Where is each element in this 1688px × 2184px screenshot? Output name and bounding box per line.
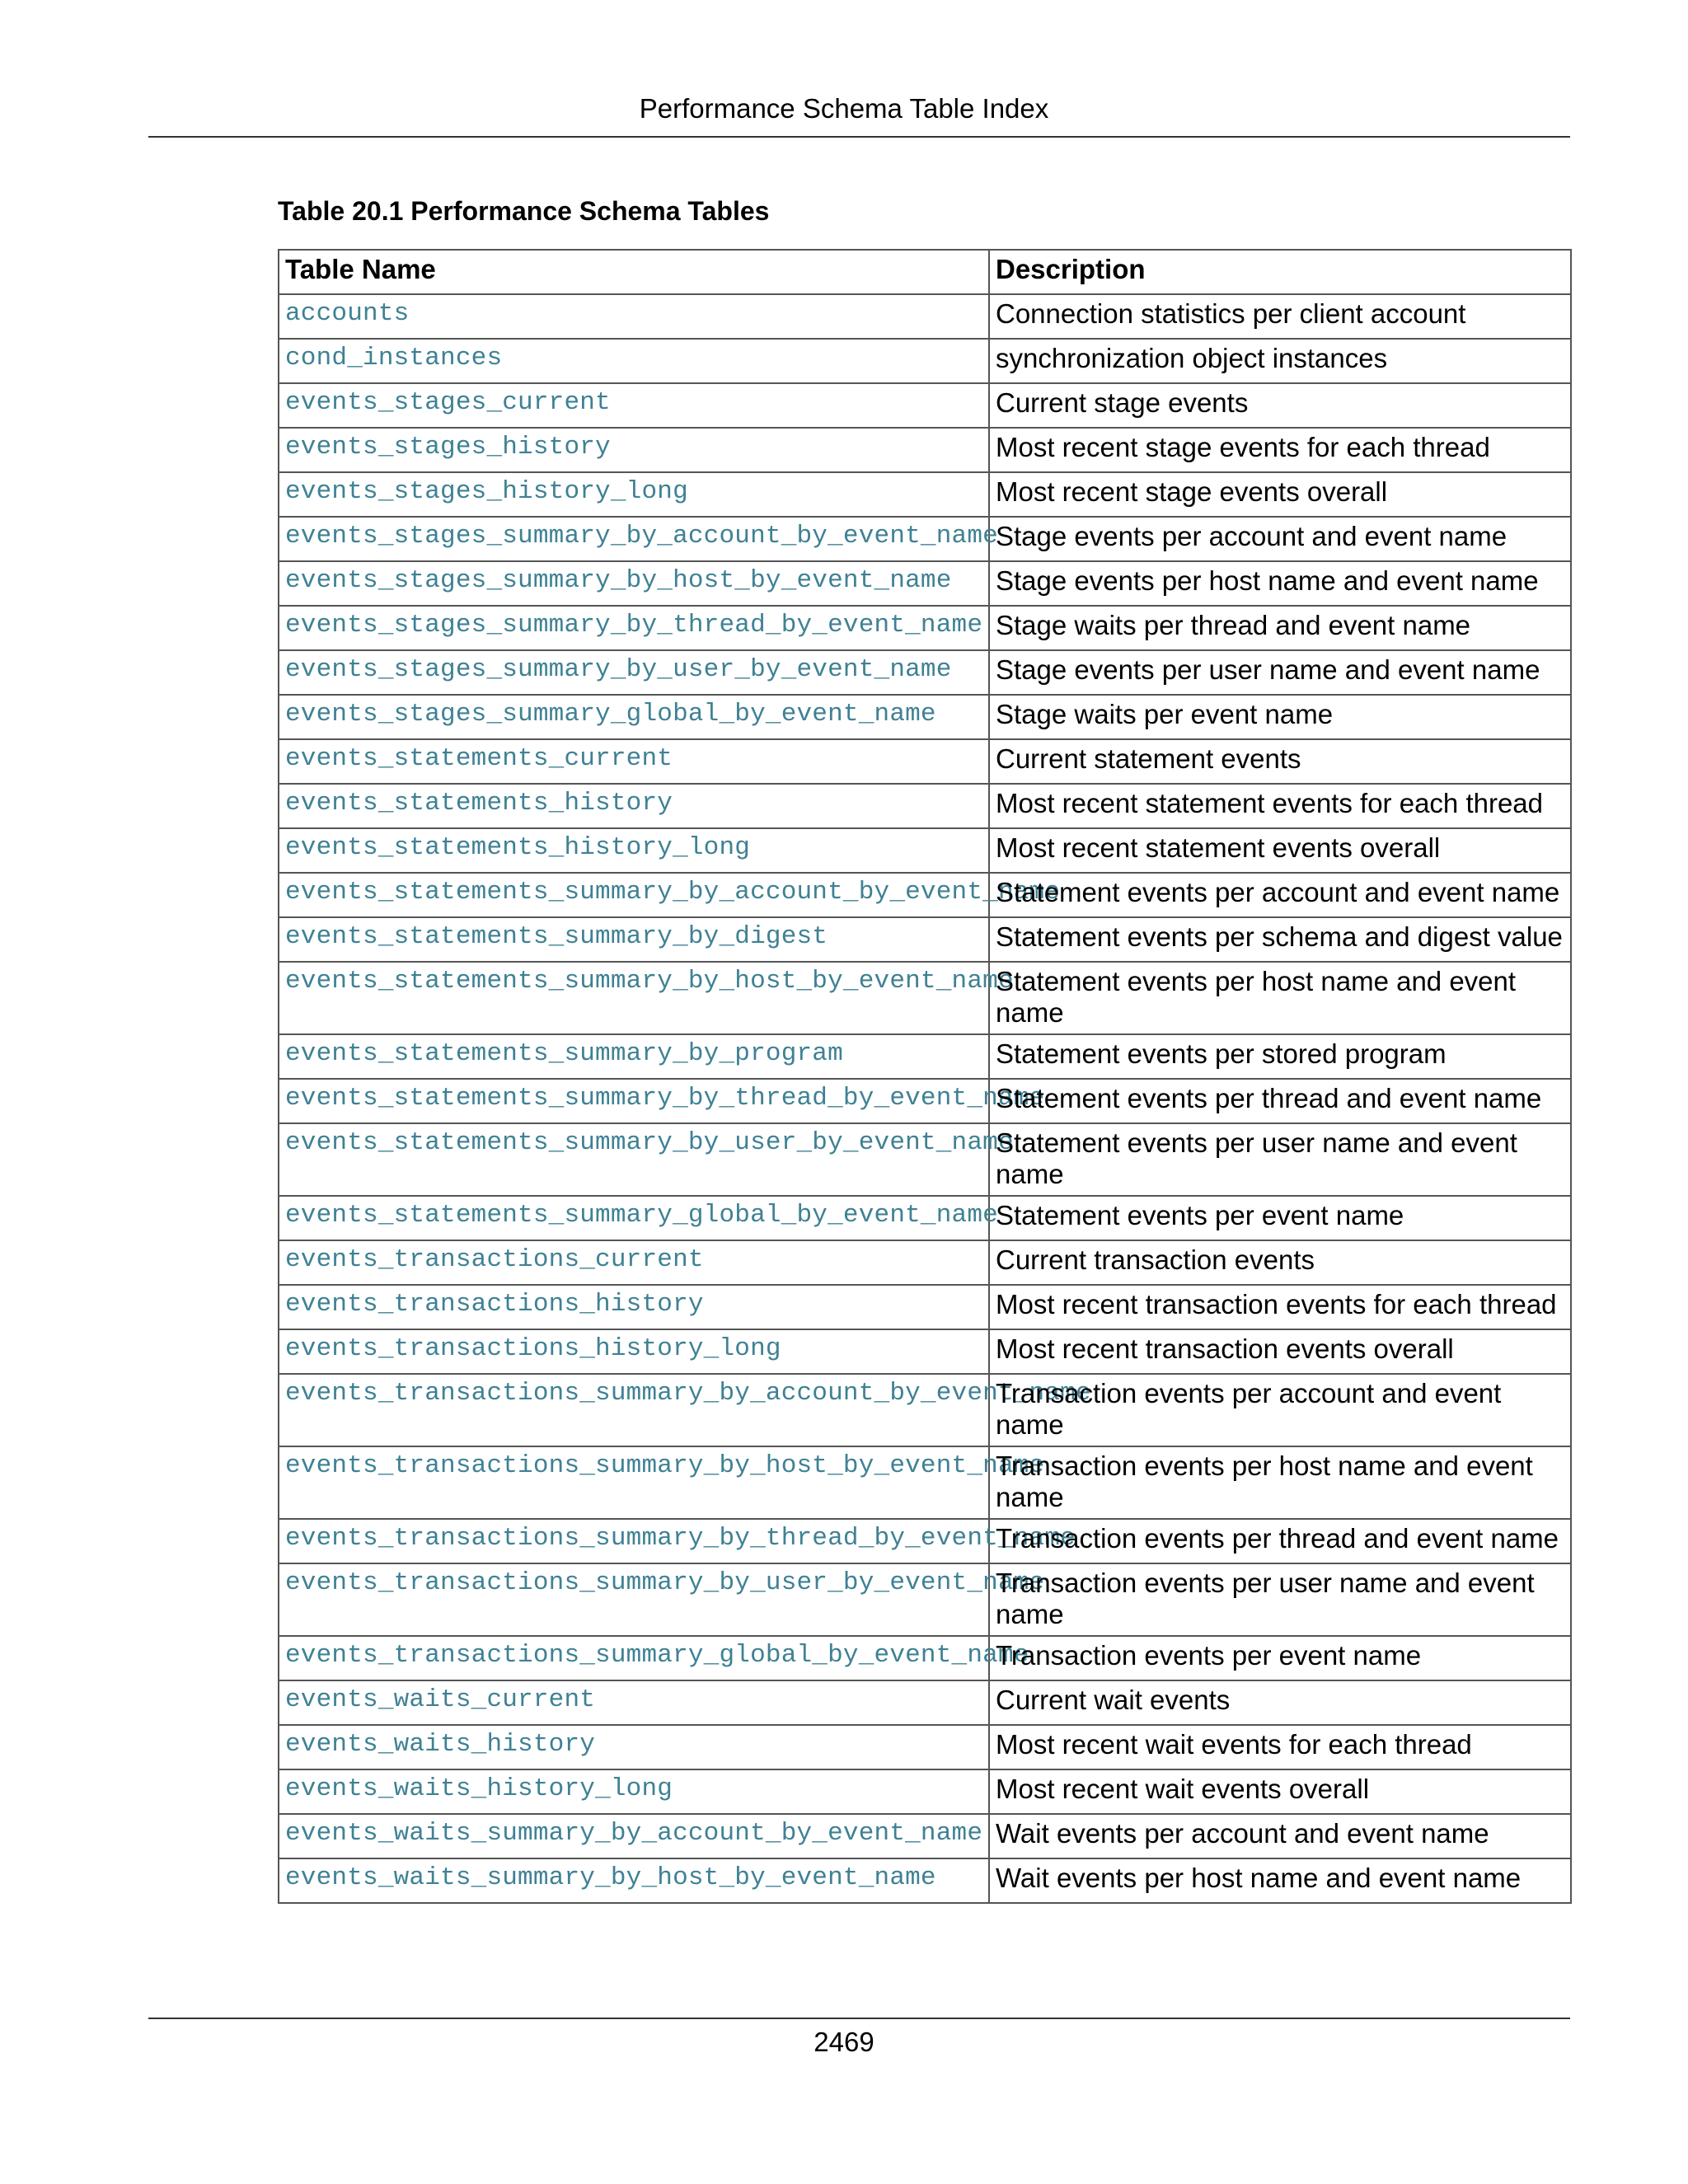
table-name-link[interactable]: accounts: [285, 299, 410, 328]
table-name-cell: [279, 1636, 1029, 1680]
table-name-link[interactable]: events_transactions_summary_by_host_by_event_name: [285, 1451, 1045, 1480]
table-name-cell: [279, 606, 989, 650]
description-cell: [989, 917, 1571, 962]
table-name-cell: [279, 339, 989, 383]
table-row: [279, 784, 1571, 828]
table-name-cell: [279, 1240, 989, 1285]
table-row: [279, 517, 1571, 561]
table-name-link[interactable]: events_statements_current: [285, 744, 673, 773]
description-text: Statement events per host name and event name: [996, 966, 1517, 1028]
description-cell: [989, 650, 1571, 695]
table-name-cell: [279, 962, 1014, 1034]
description-cell: [989, 1374, 1571, 1446]
description-cell: [989, 1814, 1571, 1858]
table-name-cell: [279, 1858, 989, 1903]
table-row: [279, 1563, 1571, 1636]
description-cell: [989, 1196, 1571, 1240]
description-text: Statement events per stored program: [996, 1038, 1447, 1069]
table-name-link[interactable]: events_stages_summary_by_host_by_event_name: [285, 566, 952, 595]
description-cell: [989, 1636, 1571, 1680]
table-name-link[interactable]: events_stages_summary_global_by_event_name: [285, 700, 936, 729]
description-text: Transaction events per user name and event name: [996, 1568, 1535, 1629]
table-row: [279, 1680, 1571, 1725]
description-cell: [989, 1034, 1571, 1079]
description-cell: [989, 695, 1571, 739]
description-text: Stage waits per event name: [996, 699, 1334, 729]
table-caption: Table 20.1 Performance Schema Tables: [278, 196, 770, 226]
description-cell: [989, 1725, 1571, 1769]
table-name-cell: [279, 1814, 989, 1858]
table-name-link[interactable]: events_waits_summary_by_host_by_event_name: [285, 1863, 936, 1892]
description-cell: [989, 962, 1571, 1034]
table-name-cell: [279, 1769, 989, 1814]
table-name-link[interactable]: events_transactions_summary_by_user_by_event_name: [285, 1568, 1045, 1597]
description-text: Statement events per account and event name: [996, 877, 1560, 907]
table-name-link[interactable]: events_stages_summary_by_account_by_event_name: [285, 522, 998, 551]
description-text: Stage events per user name and event name: [996, 654, 1540, 685]
description-cell: [989, 606, 1571, 650]
page-header: Performance Schema Table Index: [639, 93, 1049, 124]
table-name-link[interactable]: events_transactions_summary_by_thread_by_event_name: [285, 1524, 1076, 1553]
table-name-link[interactable]: events_statements_summary_by_program: [285, 1039, 843, 1068]
description-text: Stage events per account and event name: [996, 521, 1507, 551]
description-cell: [989, 1858, 1571, 1903]
table-row: [279, 1329, 1571, 1374]
description-cell: [989, 828, 1571, 873]
table-name-cell: [279, 873, 1061, 917]
description-cell: [989, 1446, 1571, 1519]
table-name-cell: [279, 472, 989, 517]
table-name-cell: [279, 739, 989, 784]
table-name-cell: [279, 828, 989, 873]
description-cell: [989, 1123, 1571, 1196]
table-name-cell: [279, 1446, 1045, 1519]
table-name-link[interactable]: events_stages_current: [285, 388, 611, 417]
description-text: Statement events per schema and digest value: [996, 921, 1563, 952]
table-row: [279, 650, 1571, 695]
table-row: [279, 1519, 1571, 1563]
table-row: [279, 1034, 1571, 1079]
table-row: [279, 873, 1571, 917]
table-row: [279, 1446, 1571, 1519]
table-row: [279, 1123, 1571, 1196]
table-name-cell: [279, 1725, 989, 1769]
table-name-link[interactable]: events_transactions_current: [285, 1245, 704, 1274]
table-header-row: [279, 250, 1571, 294]
table-name-link[interactable]: events_stages_history: [285, 433, 611, 462]
table-row: [279, 1079, 1571, 1123]
table-row: [279, 1196, 1571, 1240]
description-cell: [989, 1563, 1571, 1636]
description-text: Most recent statement events overall: [996, 832, 1441, 863]
description-cell: [989, 472, 1571, 517]
description-text: Connection statistics per client account: [996, 298, 1466, 329]
header-rule: [148, 136, 1570, 138]
table-name-link[interactable]: cond_instances: [285, 344, 503, 373]
table-body: [279, 294, 1571, 1903]
description-cell: [989, 561, 1571, 606]
description-text: Most recent transaction events overall: [996, 1333, 1454, 1364]
table-name-link[interactable]: events_transactions_history_long: [285, 1334, 781, 1363]
description-text: Statement events per thread and event name: [996, 1083, 1542, 1113]
table-name-cell: [279, 917, 989, 962]
table-name-cell: [279, 517, 998, 561]
table-name-link[interactable]: events_transactions_summary_by_account_by_event_name: [285, 1379, 1091, 1408]
description-text: Wait events per host name and event name: [996, 1863, 1522, 1893]
table-name-cell: [279, 1374, 1091, 1446]
table-name-cell: [279, 1285, 989, 1329]
description-text: synchronization object instances: [996, 343, 1388, 373]
table-row: [279, 383, 1571, 428]
description-text: Most recent transaction events for each thread: [996, 1289, 1557, 1319]
table-name-link[interactable]: events_statements_summary_by_account_by_event_name: [285, 878, 1061, 907]
description-cell: [989, 1519, 1571, 1563]
description-text: Most recent wait events overall: [996, 1774, 1370, 1804]
table-name-cell: [279, 784, 989, 828]
description-text: Transaction events per thread and event name: [996, 1523, 1559, 1554]
description-cell: [989, 1285, 1571, 1329]
table-row: [279, 695, 1571, 739]
table-name-cell: [279, 650, 989, 695]
description-text: Transaction events per event name: [996, 1640, 1422, 1671]
table-row: [279, 917, 1571, 962]
table-name-cell: [279, 1519, 1076, 1563]
table-name-cell: [279, 1079, 1045, 1123]
table-name-link[interactable]: events_waits_current: [285, 1685, 596, 1714]
table-name-cell: [279, 428, 989, 472]
table-name-link[interactable]: events_statements_summary_global_by_event_name: [285, 1201, 998, 1230]
table-name-link[interactable]: events_waits_summary_by_account_by_event_name: [285, 1819, 983, 1848]
description-text: Most recent wait events for each thread: [996, 1729, 1472, 1760]
table-name-link[interactable]: events_statements_summary_by_host_by_event_name: [285, 967, 1014, 996]
description-text: Current wait events: [996, 1685, 1231, 1715]
performance-schema-table: [278, 249, 1572, 1904]
description-cell: [989, 383, 1571, 428]
table-row: [279, 606, 1571, 650]
description-text: Most recent stage events overall: [996, 476, 1388, 507]
table-row: [279, 1374, 1571, 1446]
table-name-link[interactable]: events_stages_summary_by_user_by_event_name: [285, 655, 952, 684]
column-header-description: Description: [989, 250, 1571, 294]
table-name-link[interactable]: events_statements_summary_by_user_by_event_name: [285, 1128, 1014, 1157]
table-row: [279, 828, 1571, 873]
table-row: [279, 1240, 1571, 1285]
table-row: [279, 1858, 1571, 1903]
description-text: Stage events per host name and event name: [996, 565, 1539, 596]
table-name-cell: [279, 695, 989, 739]
description-text: Stage waits per thread and event name: [996, 610, 1471, 640]
description-cell: [989, 873, 1571, 917]
table-name-link[interactable]: events_statements_history: [285, 789, 673, 818]
description-text: Statement events per event name: [996, 1200, 1404, 1230]
column-header-table-name: Table Name: [279, 250, 989, 294]
table-name-link[interactable]: events_stages_history_long: [285, 477, 688, 506]
footer-rule: [148, 2018, 1570, 2019]
table-name-link[interactable]: events_statements_history_long: [285, 833, 751, 862]
table-row: [279, 339, 1571, 383]
description-text: Transaction events per account and event name: [996, 1378, 1502, 1440]
table-row: [279, 1814, 1571, 1858]
description-cell: [989, 294, 1571, 339]
table-name-cell: [279, 1680, 989, 1725]
description-text: Wait events per account and event name: [996, 1818, 1489, 1849]
table-name-cell: [279, 561, 989, 606]
table-name-cell: [279, 1563, 1045, 1636]
table-row: [279, 294, 1571, 339]
table-row: [279, 561, 1571, 606]
table-row: [279, 1285, 1571, 1329]
description-cell: [989, 1329, 1571, 1374]
description-text: Current stage events: [996, 387, 1249, 418]
page-number: 2469: [814, 2027, 874, 2057]
description-cell: [989, 739, 1571, 784]
table-name-link[interactable]: events_statements_summary_by_thread_by_event_name: [285, 1084, 1045, 1113]
description-cell: [989, 1079, 1571, 1123]
table-name-link[interactable]: events_stages_summary_by_thread_by_event_name: [285, 611, 983, 640]
table-name-cell: [279, 294, 989, 339]
description-cell: [989, 1680, 1571, 1725]
table-name-link[interactable]: events_statements_summary_by_digest: [285, 922, 828, 951]
table-row: [279, 739, 1571, 784]
table-name-cell: [279, 1034, 989, 1079]
table-name-link[interactable]: events_waits_history_long: [285, 1774, 673, 1803]
description-cell: [989, 517, 1571, 561]
table-row: [279, 1769, 1571, 1814]
description-text: Statement events per user name and event name: [996, 1127, 1517, 1189]
table-name-link[interactable]: events_transactions_history: [285, 1290, 704, 1319]
description-text: Current transaction events: [996, 1244, 1315, 1275]
table-name-cell: [279, 1196, 998, 1240]
table-row: [279, 1725, 1571, 1769]
table-name-link[interactable]: events_waits_history: [285, 1730, 596, 1759]
description-cell: [989, 339, 1571, 383]
description-cell: [989, 1240, 1571, 1285]
table-row: [279, 428, 1571, 472]
table-name-cell: [279, 1123, 1014, 1196]
description-text: Transaction events per host name and event name: [996, 1451, 1533, 1512]
table-row: [279, 1636, 1571, 1680]
table-name-cell: [279, 1329, 989, 1374]
table-row: [279, 472, 1571, 517]
table-name-cell: [279, 383, 989, 428]
table-row: [279, 962, 1571, 1034]
table-name-link[interactable]: events_transactions_summary_global_by_event_name: [285, 1641, 1029, 1670]
description-cell: [989, 1769, 1571, 1814]
description-cell: [989, 784, 1571, 828]
description-cell: [989, 428, 1571, 472]
description-text: Most recent statement events for each thread: [996, 788, 1544, 818]
description-text: Most recent stage events for each thread: [996, 432, 1490, 462]
description-text: Current statement events: [996, 743, 1301, 774]
